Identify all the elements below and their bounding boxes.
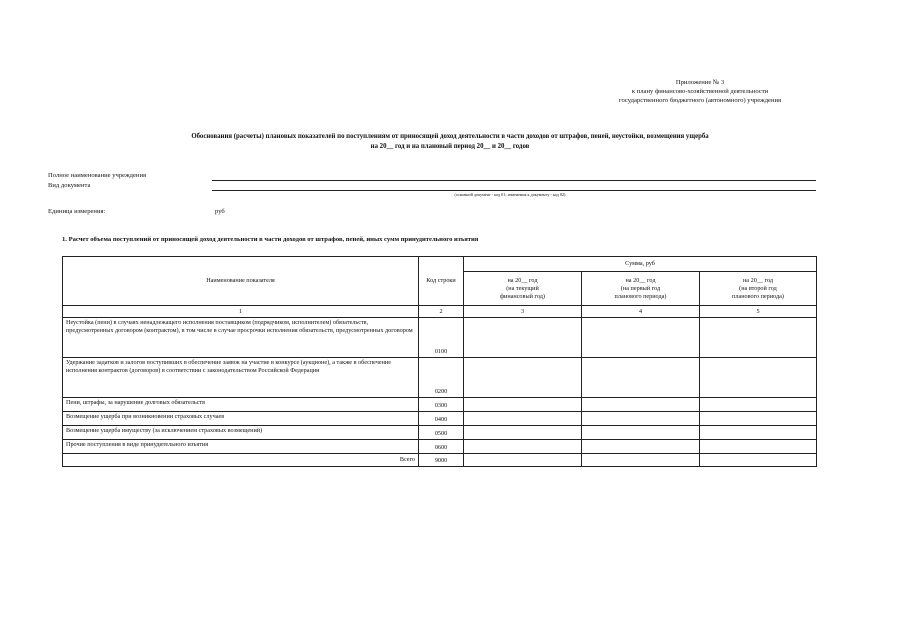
total-row xyxy=(63,454,817,467)
row-code: 0100 xyxy=(419,318,464,358)
unit-value: руб xyxy=(215,208,225,215)
col-number: 1 xyxy=(63,306,419,318)
value-cell[interactable] xyxy=(700,358,817,398)
col-numbers-row xyxy=(63,306,817,318)
appendix-line: государственного бюджетного (автономного) учреждения xyxy=(618,97,782,104)
col-number: 2 xyxy=(419,306,464,318)
row-code: 0400 xyxy=(419,412,464,426)
value-cell[interactable] xyxy=(700,440,817,454)
row-name: Пени, штрафы, за нарушение долговых обязательств xyxy=(63,398,419,412)
row-name: Неустойка (пени) в случаях ненадлежащего исполнения поставщиком (подрядчиком, исполнителем) обязательств, предусмотренных договором (контрактом), в том числе в случае просрочки исполнения обязательств, предусмотренных договором xyxy=(63,318,419,358)
value-cell[interactable] xyxy=(464,440,582,454)
value-cell[interactable] xyxy=(582,398,700,412)
value-cell[interactable] xyxy=(700,454,817,467)
doc-type-label: Вид документа xyxy=(48,182,91,189)
table-row xyxy=(63,412,817,426)
col-number: 4 xyxy=(582,306,700,318)
title-line-2: на 20__ год и на плановый период 20__ и 20__ годов xyxy=(370,142,530,150)
appendix-header xyxy=(560,78,840,105)
value-cell[interactable] xyxy=(464,398,582,412)
col-header-sum: Сумма, руб xyxy=(464,257,817,272)
value-cell[interactable] xyxy=(582,440,700,454)
col-header-code: Код строки xyxy=(419,257,464,306)
value-cell[interactable] xyxy=(582,454,700,467)
col-header-year-second: на 20__ год (на второй год планового периода) xyxy=(700,272,817,306)
row-name: Возмещение ущерба при возникновении страховых случаев xyxy=(63,412,419,426)
value-cell[interactable] xyxy=(582,412,700,426)
institution-line xyxy=(212,180,816,181)
document-title xyxy=(60,132,840,151)
value-cell[interactable] xyxy=(464,426,582,440)
total-code: 9000 xyxy=(419,454,464,467)
table-row xyxy=(63,440,817,454)
row-code: 0300 xyxy=(419,398,464,412)
value-cell[interactable] xyxy=(700,398,817,412)
total-label: Всего xyxy=(63,454,419,467)
value-cell[interactable] xyxy=(464,358,582,398)
row-name: Прочие поступления в виде принудительного изъятия xyxy=(63,440,419,454)
row-code: 0200 xyxy=(419,358,464,398)
table-row xyxy=(63,318,817,358)
section-title: 1. Расчет объема поступлений от приносящей доход деятельности в части доходов от штрафов, пеней, иных сумм принудительного изъятия xyxy=(62,236,479,243)
col-number: 3 xyxy=(464,306,582,318)
row-name: Удержание задатков и залогов поступивших в обеспечение заявок на участие в конкурсе (аукционе), а также в обеспечение исполнения контрактов (договоров) в соответствии с законодательством Российской Федерации xyxy=(63,358,419,398)
table-row xyxy=(63,426,817,440)
value-cell[interactable] xyxy=(700,426,817,440)
row-name: Возмещение ущерба имуществу (за исключением страховых возмещений) xyxy=(63,426,419,440)
value-cell[interactable] xyxy=(582,426,700,440)
row-code: 0600 xyxy=(419,440,464,454)
title-line-1: Обоснования (расчеты) плановых показателей по поступлениям от приносящей доход деятельности в части доходов от штрафов, пеней, неустойки, возмещения ущерба xyxy=(191,133,709,140)
unit-label: Единица измерения: xyxy=(48,208,106,215)
value-cell[interactable] xyxy=(464,318,582,358)
value-cell[interactable] xyxy=(582,358,700,398)
value-cell[interactable] xyxy=(464,412,582,426)
col-header-year-first: на 20__ год (на первый год планового периода) xyxy=(582,272,700,306)
doc-type-line xyxy=(212,190,816,191)
table-row xyxy=(63,358,817,398)
appendix-line: Приложение № 3 xyxy=(675,79,725,86)
value-cell[interactable] xyxy=(464,454,582,467)
institution-label: Полное наименование учреждения xyxy=(48,172,147,179)
value-cell[interactable] xyxy=(582,318,700,358)
appendix-line: к плану финансово-хозяйственной деятельности xyxy=(631,88,769,95)
value-cell[interactable] xyxy=(700,318,817,358)
col-number: 5 xyxy=(700,306,817,318)
row-code: 0500 xyxy=(419,426,464,440)
doc-type-hint: (основной документ - код 01; изменения к документу - код 02) xyxy=(454,192,566,197)
table-row xyxy=(63,398,817,412)
value-cell[interactable] xyxy=(700,412,817,426)
col-header-name: Наименование показателя xyxy=(63,257,419,306)
col-header-year-current: на 20__ год (на текущий финансовый год) xyxy=(464,272,582,306)
calculation-table xyxy=(62,256,817,467)
